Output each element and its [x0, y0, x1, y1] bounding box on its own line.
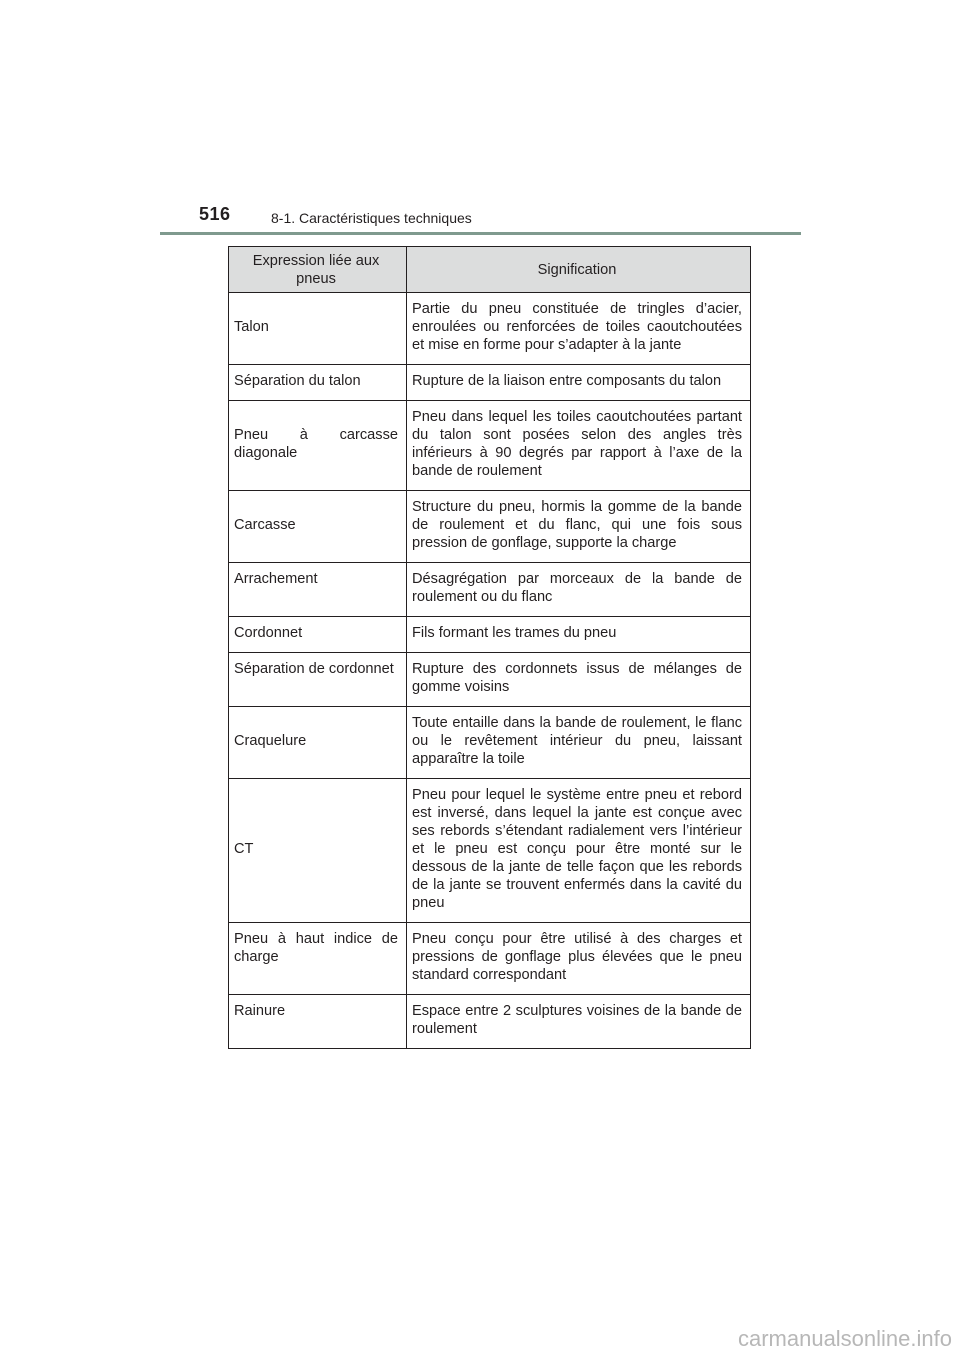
table-row	[229, 617, 751, 653]
table-row	[229, 491, 751, 563]
term-cell: Séparation de cordonnet	[229, 653, 407, 707]
term-cell: CT	[229, 779, 407, 923]
meaning-cell: Pneu conçu pour être utilisé à des charges et pressions de gonflage plus élevées que le pneu standard correspondant	[407, 923, 751, 995]
table-row	[229, 563, 751, 617]
column-header-term: Expression liée aux pneus	[229, 247, 407, 293]
meaning-cell: Espace entre 2 sculptures voisines de la bande de roulement	[407, 995, 751, 1049]
table-row	[229, 923, 751, 995]
table-header-row	[229, 247, 751, 293]
table-row	[229, 365, 751, 401]
meaning-cell: Désagrégation par morceaux de la bande de roulement ou du flanc	[407, 563, 751, 617]
meaning-cell: Pneu dans lequel les toiles caoutchoutées partant du talon sont posées selon des angles très inférieurs à 90 degrés par rapport à l’axe de la bande de roulement	[407, 401, 751, 491]
term-cell: Craquelure	[229, 707, 407, 779]
term-cell: Arrachement	[229, 563, 407, 617]
term-cell: Pneu à haut indice de charge	[229, 923, 407, 995]
term-cell: Séparation du talon	[229, 365, 407, 401]
meaning-cell: Structure du pneu, hormis la gomme de la bande de roulement et du flanc, qui une fois sous pression de gonflage, supporte la charge	[407, 491, 751, 563]
meaning-cell: Rupture des cordonnets issus de mélanges de gomme voisins	[407, 653, 751, 707]
term-cell: Cordonnet	[229, 617, 407, 653]
section-title: 8-1. Caractéristiques techniques	[271, 210, 472, 226]
meaning-cell: Toute entaille dans la bande de roulement, le flanc ou le revêtement intérieur du pneu, laissant apparaître la toile	[407, 707, 751, 779]
term-cell: Rainure	[229, 995, 407, 1049]
term-cell: Talon	[229, 293, 407, 365]
meaning-cell: Partie du pneu constituée de tringles d’acier, enroulées ou renforcées de toiles caoutchoutées et mise en forme pour s’adapter à la jante	[407, 293, 751, 365]
meaning-cell: Fils formant les trames du pneu	[407, 617, 751, 653]
watermark: carmanualsonline.info	[737, 1326, 952, 1351]
header-divider	[160, 232, 801, 235]
table-row	[229, 779, 751, 923]
tire-terminology-table	[228, 246, 751, 1049]
meaning-cell: Pneu pour lequel le système entre pneu et rebord est inversé, dans lequel la jante est conçue avec ses rebords s’étendant radialement vers l’intérieur et le pneu est conçu pour être monté sur le dessous de la jante de telle façon que les rebords de la jante se trouvent enfermés dans la cavité du pneu	[407, 779, 751, 923]
table-row	[229, 653, 751, 707]
table-row	[229, 707, 751, 779]
page-number: 516	[199, 204, 231, 224]
term-cell: Carcasse	[229, 491, 407, 563]
table-row	[229, 995, 751, 1049]
term-cell: Pneu à carcasse diagonale	[229, 401, 407, 491]
table-row	[229, 293, 751, 365]
table-row	[229, 401, 751, 491]
meaning-cell: Rupture de la liaison entre composants du talon	[407, 365, 751, 401]
column-header-meaning: Signification	[407, 247, 751, 293]
